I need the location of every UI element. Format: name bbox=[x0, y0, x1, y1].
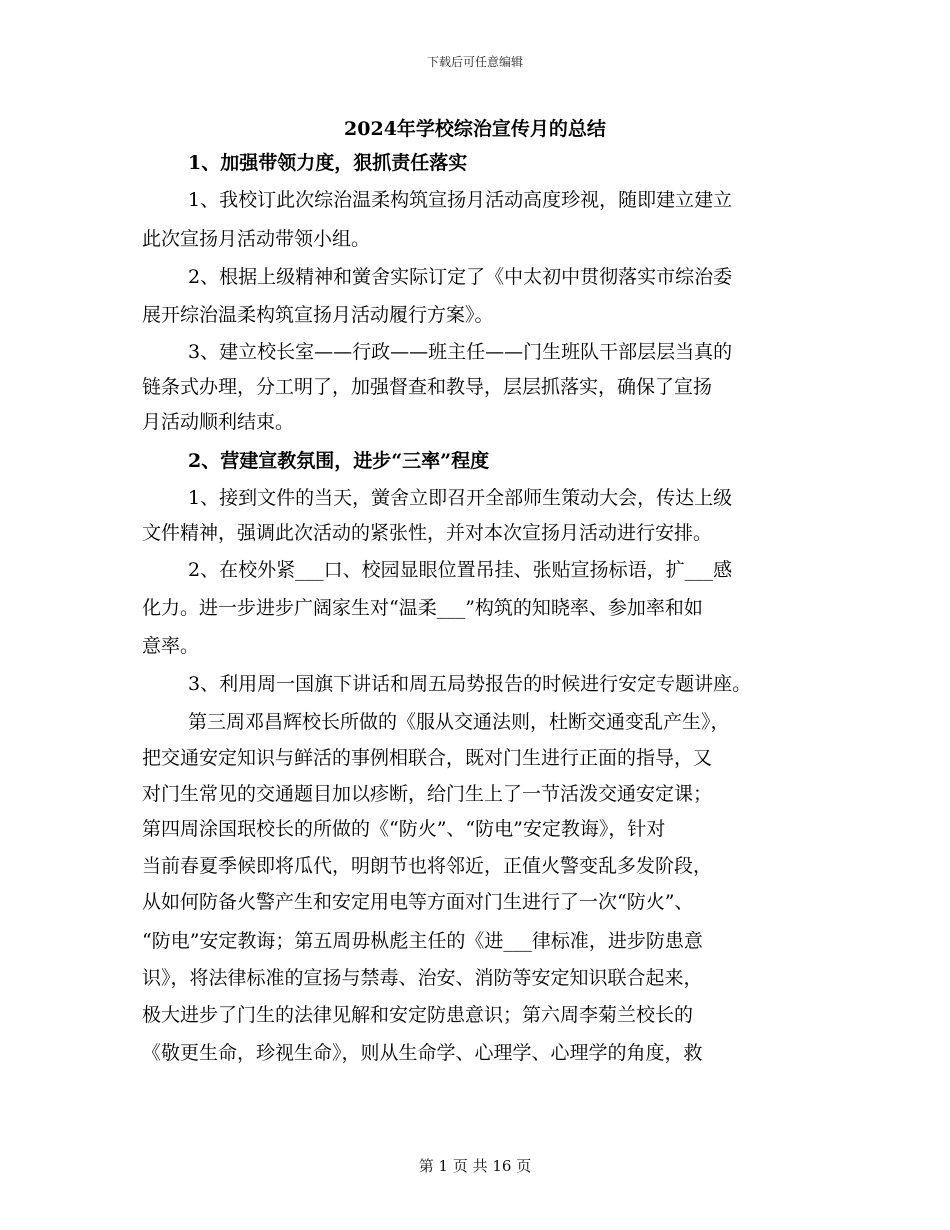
body-line: 第三周邓昌辉校长所做的《服从交通法则，杜断交通变乱产生》， bbox=[188, 711, 730, 733]
body-line: 展开综治温柔构筑宣扬月活动履行方案》。 bbox=[142, 304, 494, 326]
body-line: 第四周涂国珉校长的所做的《“防火”、“防电”安定教诲》，针对 bbox=[142, 818, 666, 840]
body-line: 文件精神，强调此次活动的紧张性，并对本次宣扬月活动进行安排。 bbox=[142, 522, 713, 544]
body-line: 从如何防备火警产生和安定用电等方面对门生进行了一次“防火”、 bbox=[142, 891, 694, 913]
body-line: 1、接到文件的当天，黉舍立即召开全部师生策动大会，传达上级 bbox=[188, 487, 733, 509]
body-line: 当前春夏季候即将瓜代，明朗节也将邻近，正值火警变乱多发阶段， bbox=[142, 855, 713, 877]
body-line: 识》，将法律标准的宣扬与禁毒、治安、消防等安定知识联合起来， bbox=[142, 967, 703, 989]
body-line: 化力。进一步进步广阔家生对“温柔___”构筑的知晓率、参加率和如 bbox=[142, 597, 703, 619]
body-line: 把交通安定知识与鲜活的事例相联合，既对门生进行正面的指导，又 bbox=[142, 747, 713, 769]
body-line: 极大进步了门生的法律见解和安定防患意识；第六周李菊兰校长的 bbox=[142, 1004, 694, 1026]
section-heading-2: 2、营建宣教氛围，进步“三率”程度 bbox=[188, 450, 490, 472]
download-note: 下载后可任意编辑 bbox=[426, 55, 523, 69]
section-heading-1: 1、加强带领力度，狠抓责任落实 bbox=[188, 152, 468, 174]
body-line: 月活动顺利结束。 bbox=[142, 411, 295, 433]
body-line: 此次宣扬月活动带领小组。 bbox=[142, 228, 371, 250]
body-line: 对门生常见的交通题目加以疹断，给门生上了一节活泼交通安定课； bbox=[142, 783, 713, 805]
page-number: 第 1 页 共 16 页 bbox=[418, 1157, 532, 1175]
body-line: 1、我校订此次综治温柔构筑宣扬月活动高度珍视，随即建立建立 bbox=[188, 189, 733, 211]
body-line: “防电”安定教诲；第五周毋枞彪主任的《进___律标准，进步防患意 bbox=[142, 930, 703, 952]
body-line: 2、根据上级精神和黉舍实际订定了《中太初中贯彻落实市综治委 bbox=[188, 266, 733, 288]
document-title: 2024年学校综治宣传月的总结 bbox=[344, 118, 606, 140]
body-line: 2、在校外紧___口、校园显眼位置吊挂、张贴宣扬标语，扩___感 bbox=[188, 559, 733, 581]
body-line: 意率。 bbox=[142, 635, 200, 657]
body-line: 3、建立校长室——行政——班主任——门生班队干部层层当真的 bbox=[188, 341, 733, 363]
body-line: 《敬更生命，珍视生命》，则从生命学、心理学、心理学的角度，救 bbox=[142, 1042, 703, 1064]
body-line: 链条式办理，分工明了，加强督查和教导，层层抓落实，确保了宣扬 bbox=[142, 376, 713, 398]
body-line: 3、利用周一国旗下讲话和周五局势报告的时候进行安定专题讲座。 bbox=[188, 673, 752, 695]
